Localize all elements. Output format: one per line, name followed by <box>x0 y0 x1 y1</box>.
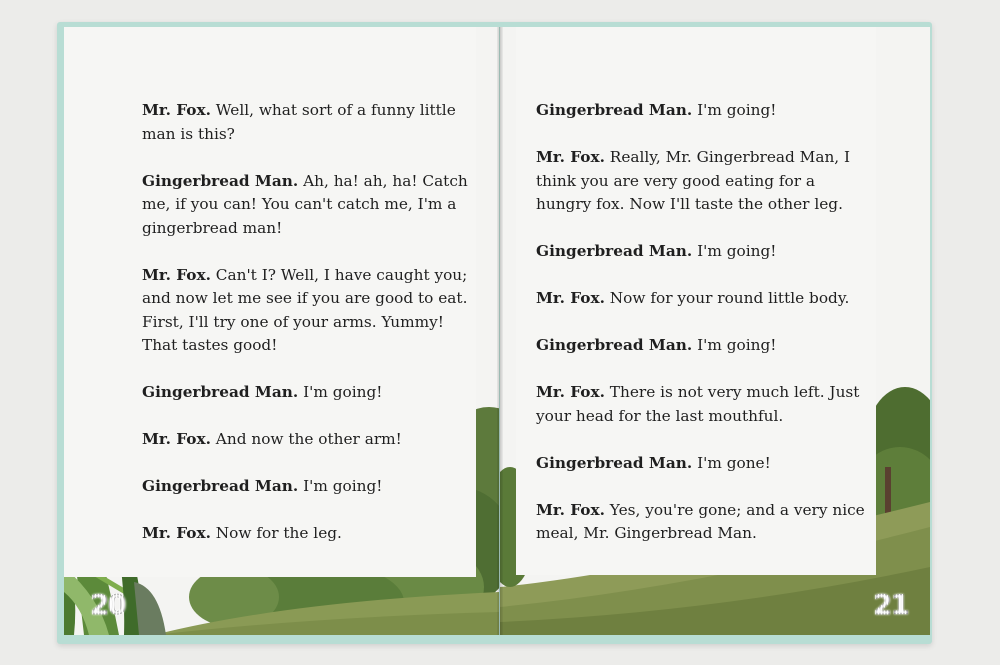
speaker-name: Gingerbread Man. <box>142 477 299 495</box>
dialogue-text: Really, Mr. Gingerbread Man, I think you are very good eating for a hungry fox. Now I'll taste the other leg. <box>536 148 851 213</box>
dialogue-text: Can't I? Well, I have caught you; and now let me see if you are good to eat. First, I'll try one of your arms. Yummy! That tastes good! <box>142 265 468 354</box>
speaker-name: Mr. Fox. <box>536 383 605 401</box>
dialogue-line <box>536 146 866 217</box>
speaker-name: Mr. Fox. <box>536 500 605 519</box>
right-page <box>500 27 930 635</box>
dialogue-line <box>142 264 477 358</box>
dialogue-text: Well, what sort of a funny little man is this? <box>142 101 456 143</box>
left-text-column <box>142 99 477 569</box>
speaker-name: Mr. Fox. <box>536 148 605 166</box>
dialogue-line <box>536 287 866 311</box>
speaker-name: Gingerbread Man. <box>142 171 299 190</box>
dialogue-text: I'm going! <box>303 383 383 401</box>
dialogue-line <box>142 522 477 546</box>
speaker-name: Mr. Fox. <box>142 265 211 284</box>
dialogue-line <box>142 428 477 452</box>
dialogue-line <box>536 381 866 428</box>
dialogue-line <box>536 499 866 546</box>
speaker-name: Gingerbread Man. <box>536 242 693 260</box>
dialogue-text: There is not very much left. Just your head for the last mouthful. <box>536 383 860 425</box>
dialogue-text: I'm going! <box>303 477 383 495</box>
speaker-name: Mr. Fox. <box>142 524 211 542</box>
dialogue-line <box>142 381 477 405</box>
left-page <box>64 27 499 635</box>
dialogue-line <box>536 99 866 123</box>
dialogue-text: I'm going! <box>697 242 777 260</box>
speaker-name: Mr. Fox. <box>142 430 211 448</box>
page-number-left: 20 <box>90 588 125 621</box>
dialogue-line <box>536 334 866 358</box>
right-text-column <box>536 99 866 569</box>
speaker-name: Gingerbread Man. <box>536 453 693 472</box>
dialogue-text: I'm gone! <box>697 453 771 472</box>
dialogue-line <box>536 240 866 264</box>
dialogue-text: Ah, ha! ah, ha! Catch me, if you can! You can't catch me, I'm a gingerbread man! <box>142 171 468 237</box>
dialogue-line <box>142 99 477 146</box>
dialogue-line <box>142 170 477 241</box>
dialogue-text: I'm going! <box>697 336 777 354</box>
speaker-name: Mr. Fox. <box>142 101 211 119</box>
dialogue-text: And now the other arm! <box>215 430 402 448</box>
dialogue-text: Now for your round little body. <box>609 289 850 307</box>
speaker-name: Mr. Fox. <box>536 289 605 307</box>
speaker-name: Gingerbread Man. <box>536 336 693 354</box>
dialogue-text: I'm going! <box>697 101 777 119</box>
dialogue-text: Now for the leg. <box>215 524 342 542</box>
dialogue-line <box>142 475 477 499</box>
book-spine <box>497 27 503 635</box>
page-number-right: 21 <box>873 588 908 621</box>
dialogue-line <box>536 452 866 476</box>
speaker-name: Gingerbread Man. <box>536 101 693 119</box>
dialogue-text: Yes, you're gone; and a very nice meal, Mr. Gingerbread Man. <box>536 500 865 542</box>
speaker-name: Gingerbread Man. <box>142 383 299 401</box>
